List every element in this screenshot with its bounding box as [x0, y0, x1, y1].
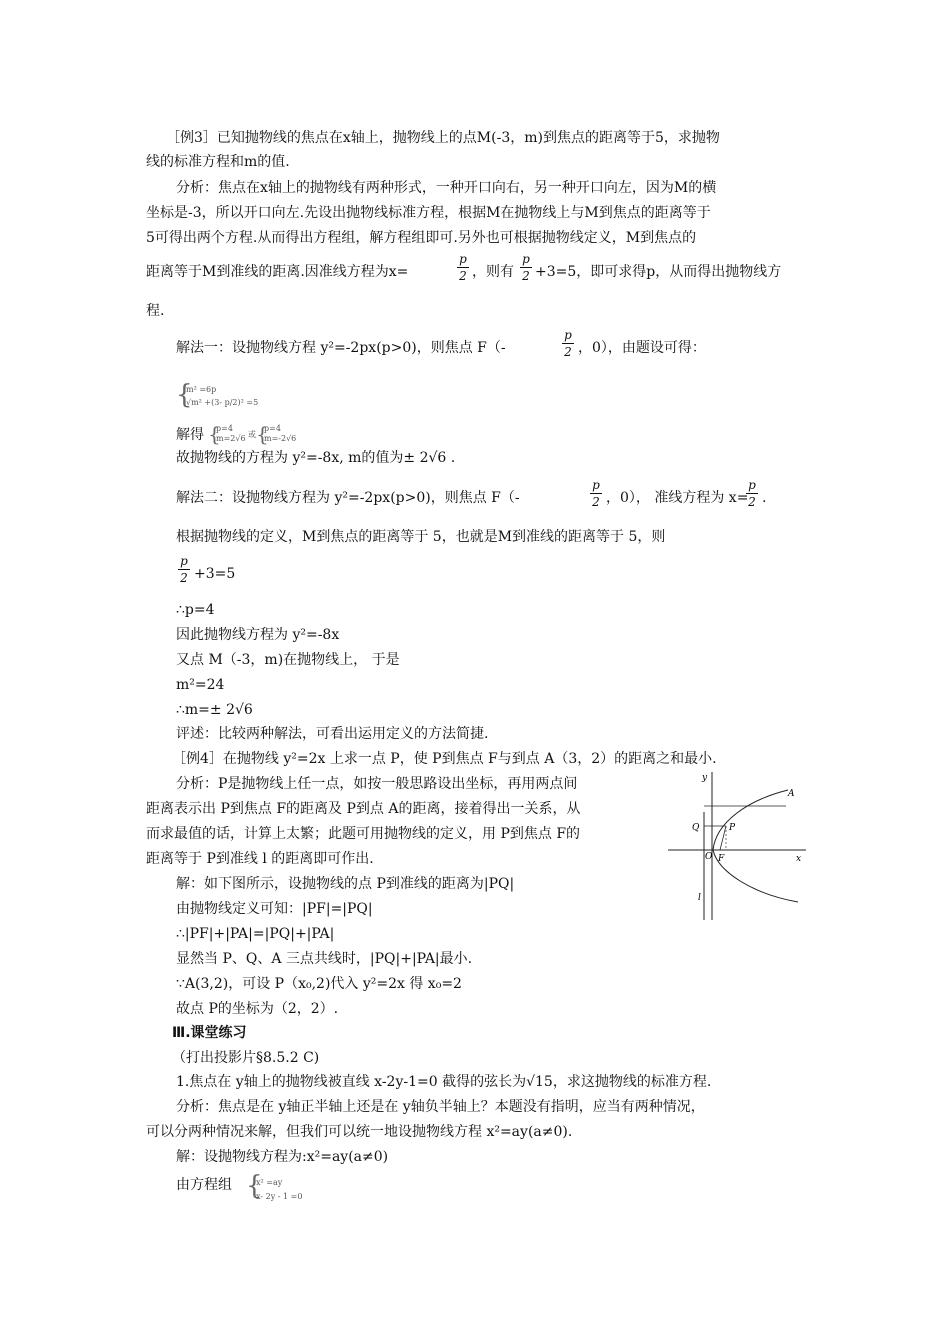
system1-eq1: m² =6p	[186, 385, 217, 394]
label-a: A	[788, 789, 795, 799]
solution1-m: m=2√6	[216, 434, 246, 443]
ex3-analysis-line4c: +3=5，即可求得p，从而得出抛物线方	[535, 264, 782, 280]
fraction-p-over-2	[520, 252, 532, 283]
exercise1-question: 1.焦点在 y轴上的抛物线被直线 x-2y-1=0 截得的弦长为√15，求这抛物线的标准方程.	[176, 1074, 712, 1090]
review-line: 评述：比较两种解法，可看出运用定义的方法简捷.	[176, 726, 489, 742]
definition-line: 根据抛物线的定义，M到焦点的距离等于 5，也就是M到准线的距离等于 5，则	[176, 529, 666, 545]
frac-den: 2	[180, 571, 188, 585]
solution2-p: p=4	[264, 424, 281, 433]
fraction-p-over-2	[178, 554, 190, 585]
parabola-equation: 因此抛物线方程为 y²=-8x	[176, 627, 340, 643]
ex4-solution-line5: ∵A(3,2)，可设 P（x₀,2)代入 y²=2x 得 x₀=2	[176, 976, 462, 992]
method1-line: 解法一：设抛物线方程 y²=-2px(p>0)，则焦点 F（-	[176, 340, 506, 356]
solution-or: 或	[248, 430, 256, 439]
ex4-analysis-line1: 分析：P是抛物线上任一点，如按一般思路设出坐标，再用两点间	[176, 776, 578, 792]
ex4-analysis-line4: 距离等于 P到准线 l 的距离即可作出.	[146, 851, 374, 867]
solution2-m: m=-2√6	[264, 434, 297, 443]
method2-line-end: .	[762, 490, 767, 506]
ex4-solution-line1: 解：如下图所示，设抛物线的点 P到准线的距离为|PQ|	[176, 876, 515, 892]
fraction-p-over-2	[562, 328, 574, 359]
ex3-analysis-line4a: 距离等于M到准线的距离.因准线方程为x=	[146, 264, 409, 280]
ex4-solution-line2: 由抛物线定义可知：|PF|=|PQ|	[176, 901, 373, 917]
exercise1-analysis-line1: 分析：焦点是在 y轴正半轴上还是在 y轴负半轴上？本题没有指明，应当有两种情况，	[176, 1099, 705, 1115]
label-o: O	[705, 852, 713, 862]
ex3-analysis-line4b: ，则有	[472, 264, 514, 280]
frac-den: 2	[748, 495, 756, 509]
method2-line-mid: ，0）， 准线方程为 x=	[606, 490, 749, 506]
frac-den: 2	[564, 345, 572, 359]
fraction-p-over-2	[457, 252, 469, 283]
system-brace: {	[176, 380, 193, 410]
ex4-analysis-line2: 距离表示出 P到焦点 F的距离及 P到点 A的距离，接着得出一关系，从	[146, 801, 581, 817]
method2-line: 解法二：设抛物线方程为 y²=-2px(p>0)，则焦点 F（-	[176, 490, 520, 506]
label-p: P	[729, 823, 736, 833]
method1-result: 故抛物线的方程为 y²=-8x, m的值为± 2√6 .	[176, 450, 456, 466]
frac-num: p	[592, 478, 600, 492]
ex3-analysis-line1: 分析：焦点在x轴上的抛物线有两种形式，一种开口向右，另一种开口向左，因为M的横	[176, 180, 717, 196]
ex3-analysis-line2: 坐标是-3，所以开口向左.先设出抛物线标准方程，根据M在抛物线上与M到焦点的距离等于	[146, 205, 711, 221]
frac-num: p	[748, 478, 756, 492]
method1-line-end: ，0），由题设可得：	[578, 340, 706, 356]
fraction-p-over-2	[590, 478, 602, 509]
solution1-p: p=4	[216, 424, 233, 433]
system1-eq2: √m² +(3- p/2)² =5	[186, 398, 259, 407]
frac-num: p	[459, 252, 467, 266]
parabola-upper-branch	[713, 790, 788, 850]
system-brace: {	[208, 422, 221, 446]
label-x: x	[796, 854, 802, 864]
ex3-question-line2: 线的标准方程和m的值.	[146, 154, 290, 170]
frac-den: 2	[522, 269, 530, 283]
solution-label: 解得	[176, 427, 204, 443]
parabola-lower-branch	[713, 850, 798, 902]
exercise1-solution-line2: 由方程组	[176, 1177, 232, 1193]
ex4-question: ［例4］在抛物线 y²=2x 上求一点 P，使 P到焦点 F与到点 A（3，2）的距离之和最小.	[172, 751, 717, 767]
ex4-solution-line3: ∴|PF|+|PA|=|PQ|+|PA|	[176, 926, 335, 942]
therefore-p: ∴p=4	[176, 602, 215, 618]
frac-den: 2	[459, 269, 467, 283]
frac-den: 2	[592, 495, 600, 509]
label-y: y	[702, 773, 708, 783]
system-brace: {	[246, 1171, 263, 1201]
point-m-on-parabola: 又点 M（-3，m)在抛物线上， 于是	[176, 652, 400, 668]
system2-eq1: x² =ay	[256, 1178, 283, 1187]
ex4-solution-line6: 故点 P的坐标为（2，2）.	[176, 1001, 339, 1017]
m-squared: m²=24	[176, 677, 225, 693]
therefore-m: ∴m=± 2√6	[176, 702, 253, 718]
label-f: F	[718, 854, 725, 864]
section-subtitle: （打出投影片§8.5.2 C)	[172, 1050, 320, 1066]
ex4-analysis-line3: 而求最值的话，计算上太繁；此题可用抛物线的定义，用 P到焦点 F的	[146, 826, 581, 842]
ex4-solution-line4: 显然当 P、Q、A 三点共线时，|PQ|+|PA|最小.	[176, 951, 473, 967]
frac-num: p	[522, 252, 530, 266]
system2-eq2: x- 2y - 1 =0	[256, 1192, 303, 1201]
label-l: l	[698, 893, 701, 903]
frac-num: p	[564, 328, 572, 342]
section-title: Ⅲ.课堂练习	[172, 1025, 247, 1041]
label-q: Q	[692, 823, 700, 833]
ex3-question-line1: ［例3］已知抛物线的焦点在x轴上，抛物线上的点M(-3，m)到焦点的距离等于5，求抛物	[166, 130, 720, 146]
system-brace: {	[256, 422, 269, 446]
exercise1-solution-line1: 解：设抛物线方程为:x²=ay(a≠0)	[176, 1149, 389, 1165]
parabola-figure	[668, 772, 808, 922]
ex3-analysis-line5: 程.	[146, 303, 165, 319]
frac-num: p	[180, 554, 188, 568]
equation-p2-plus3: +3=5	[194, 566, 236, 582]
ex3-analysis-line3: 5可得出两个方程.从而得出方程组，解方程组即可.另外也可根据抛物线定义，M到焦点的	[146, 230, 697, 246]
exercise1-analysis-line2: 可以分两种情况来解，但我们可以统一地设抛物线方程 x²=ay(a≠0).	[146, 1124, 573, 1140]
fraction-p-over-2	[746, 478, 758, 509]
